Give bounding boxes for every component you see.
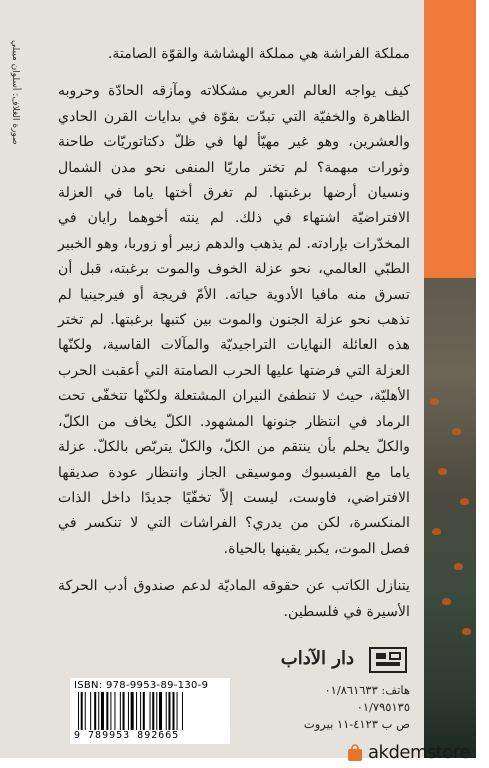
butterfly-icon bbox=[454, 563, 463, 570]
blurb-opening-line: مملكة الفراشة هي مملكة الهشاشة والقوّة الصامتة. bbox=[107, 46, 410, 62]
publisher-logo-icon bbox=[368, 646, 408, 674]
isbn-label: ISBN: 978-9953-89-130-9 bbox=[74, 680, 209, 691]
store-watermark-text: akdemstore bbox=[368, 742, 471, 763]
po-box-line: ص ب ٤١٢٣-١١ بيروت bbox=[303, 717, 410, 731]
blurb-main-paragraph: كيف يواجه العالم العربي مشكلاته ومآزقه الحادّة وحروبه الظاهرة والخفيّة التي تبدّت بقوّة في بدايات القرن الحادي والعشرين، وهو غير مهيّأ لها في ظلّ دكتاتوريّات طاحنة وثورات مبهمة؟ لم تختر ماريّا المنفى نحو مدن الشمال ونسيان أرضها برغبتها. لم تغرق أختها ياما في العزلة الافتراضيّة اشتهاء في ذلك. لم ينته أخوهما رايان في المخدّرات بإرادته. لم يذهب والدهم زبير أو زوربا، وهو الخبير الطبّي العالمي، نحو عزلة الخوف والموت برغبته، قبل أن تسرق منه مافيا الأدوية حياته. الأمّ فريجة أو فيرجينيا لم تذهب نحو عزلة الجنون والموت بين كتبها برغبتها. لم تختر هذه العائلة النهايات التراجيديّة والمآلات القاسية، ولكنّها العزلة التي فرضتها عليها الحرب الصامتة التي أعقبت الحرب الأهليّة، حيث لا تنطفئ النيران المشتعلة ولكنّها تتخفّى تحت الرماد في انتظار جنونها المشهود. الكلّ يخاف من الكلّ، والكلّ يحلم بأن ينتقم من الكلّ، والكلّ يتربّص بالكلّ. عزلة ياما مع الفيسبوك وموسيقى الجاز وانتظار عودة صديقها الافتراضي، فاوست، ليست إلاّ تخفّيًا جديدًا داخل الذات المنكسرة، لكن من يدري؟ الفراشات التي لا تنكسر في فصل الموت، يكبر يقينها بالحياة. bbox=[58, 83, 410, 557]
back-cover-blurb bbox=[58, 42, 410, 637]
butterfly-forest-photo bbox=[424, 278, 476, 758]
butterfly-icon bbox=[430, 398, 439, 405]
butterfly-icon bbox=[452, 428, 461, 435]
phone-line-2: ٠١/٧٩٥١٣٥ bbox=[356, 700, 410, 714]
barcode-bars bbox=[76, 692, 224, 730]
butterfly-icon bbox=[460, 498, 469, 505]
butterfly-icon bbox=[462, 628, 471, 635]
cover-photo-credit: صورة الغلاف: أسلوان ميبلي bbox=[10, 40, 20, 145]
publisher-contact bbox=[260, 682, 410, 733]
store-watermark bbox=[346, 742, 486, 766]
publisher-block bbox=[262, 646, 412, 674]
shopping-bag-icon bbox=[346, 744, 364, 762]
butterfly-icon bbox=[432, 528, 441, 535]
cover-art-strip bbox=[424, 0, 476, 758]
publisher-name: دار الآداب bbox=[280, 648, 354, 669]
butterfly-icon bbox=[442, 598, 451, 605]
barcode-digits: 9 789953 892665 bbox=[74, 730, 180, 741]
blurb-rights-note: يتنازل الكاتب عن حقوقه الماديّة لدعم صندوق أدب الحركة الأسيرة في فلسطين. bbox=[58, 578, 410, 620]
butterfly-icon bbox=[438, 468, 447, 475]
orange-band bbox=[424, 0, 476, 278]
isbn-barcode bbox=[70, 678, 230, 744]
phone-line-1: هاتف: ٠١/٨٦١٦٣٣ bbox=[324, 683, 410, 697]
